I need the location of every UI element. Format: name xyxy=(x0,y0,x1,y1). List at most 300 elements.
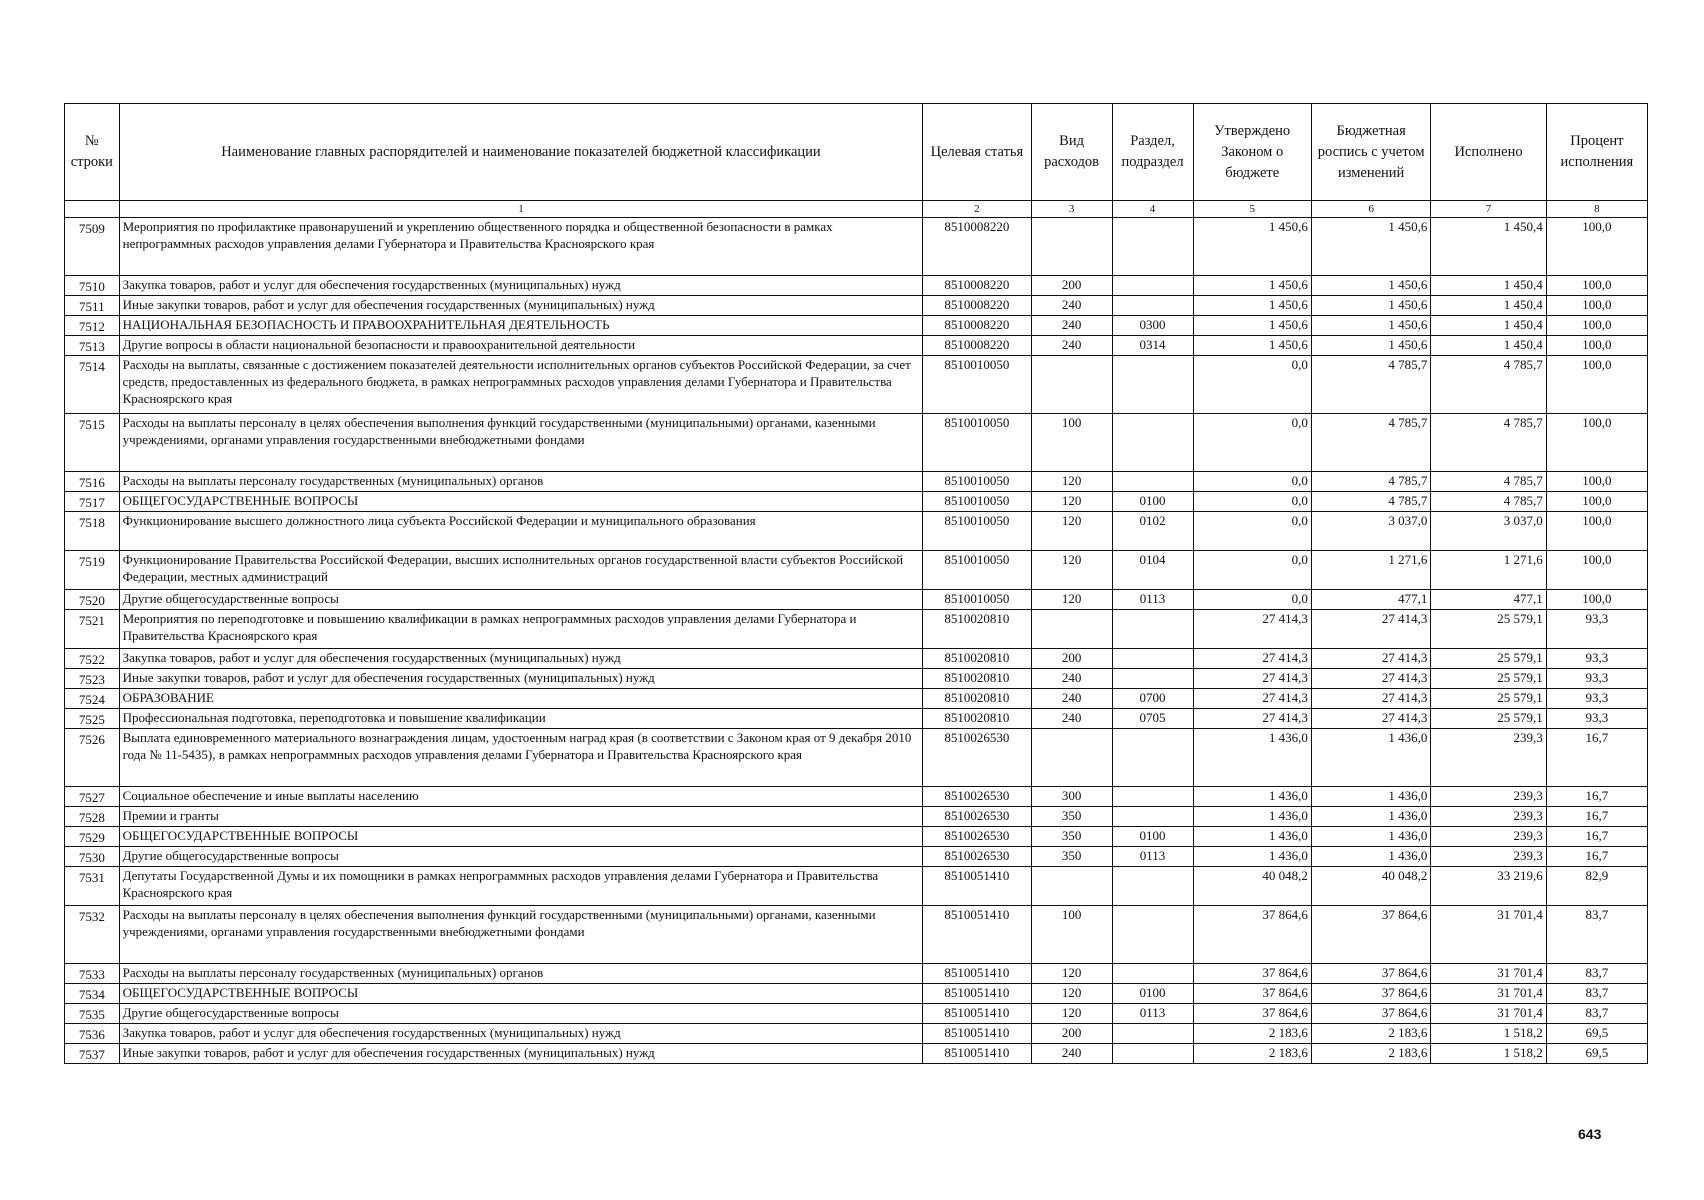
row-target-article: 8510008220 xyxy=(923,336,1031,356)
row-percent: 100,0 xyxy=(1546,512,1647,551)
row-name: ОБЩЕГОСУДАРСТВЕННЫЕ ВОПРОСЫ xyxy=(119,827,923,847)
row-approved: 1 450,6 xyxy=(1193,296,1311,316)
row-budget-schedule: 1 436,0 xyxy=(1311,729,1430,787)
row-expense-type: 120 xyxy=(1031,964,1112,984)
row-section: 0700 xyxy=(1112,689,1193,709)
row-target-article: 8510020810 xyxy=(923,709,1031,729)
row-number: 7536 xyxy=(65,1024,120,1044)
column-number-8: 8 xyxy=(1546,201,1647,218)
row-executed: 239,3 xyxy=(1431,807,1546,827)
row-number: 7510 xyxy=(65,276,120,296)
header-target-article: Целевая статья xyxy=(923,104,1031,201)
header-budget-schedule: Бюджетная роспись с учетом изменений xyxy=(1311,104,1430,201)
row-expense-type: 350 xyxy=(1031,807,1112,827)
row-target-article: 8510008220 xyxy=(923,316,1031,336)
row-section xyxy=(1112,356,1193,414)
row-executed: 31 701,4 xyxy=(1431,964,1546,984)
row-expense-type: 350 xyxy=(1031,827,1112,847)
row-expense-type: 240 xyxy=(1031,689,1112,709)
row-expense-type: 240 xyxy=(1031,669,1112,689)
row-expense-type: 100 xyxy=(1031,414,1112,472)
row-expense-type: 120 xyxy=(1031,590,1112,610)
row-executed: 25 579,1 xyxy=(1431,649,1546,669)
budget-execution-table xyxy=(64,103,1648,1064)
row-expense-type xyxy=(1031,729,1112,787)
row-approved: 0,0 xyxy=(1193,472,1311,492)
row-number: 7513 xyxy=(65,336,120,356)
row-number: 7528 xyxy=(65,807,120,827)
row-target-article: 8510051410 xyxy=(923,964,1031,984)
table-row xyxy=(65,984,1648,1004)
header-name: Наименование главных распорядителей и наименование показателей бюджетной классификации xyxy=(119,104,923,201)
row-percent: 16,7 xyxy=(1546,807,1647,827)
row-name: Расходы на выплаты, связанные с достижением показателей деятельности исполнительных органов субъектов Российской Федерации, за счет средств, предоставленных из федерального бюджета, в рамках непрограммных расходов управления делами Губернатора и Правительства Красноярского края xyxy=(119,356,923,414)
row-approved: 0,0 xyxy=(1193,492,1311,512)
row-expense-type: 120 xyxy=(1031,472,1112,492)
row-target-article: 8510010050 xyxy=(923,492,1031,512)
table-row xyxy=(65,414,1648,472)
row-budget-schedule: 37 864,6 xyxy=(1311,906,1430,964)
table-row xyxy=(65,336,1648,356)
row-section xyxy=(1112,414,1193,472)
row-percent: 93,3 xyxy=(1546,669,1647,689)
row-approved: 1 450,6 xyxy=(1193,336,1311,356)
row-target-article: 8510051410 xyxy=(923,867,1031,906)
row-target-article: 8510010050 xyxy=(923,551,1031,590)
header-executed: Исполнено xyxy=(1431,104,1546,201)
row-expense-type xyxy=(1031,867,1112,906)
table-row xyxy=(65,729,1648,787)
row-approved: 1 450,6 xyxy=(1193,276,1311,296)
row-expense-type: 200 xyxy=(1031,1024,1112,1044)
row-approved: 1 450,6 xyxy=(1193,316,1311,336)
table-row xyxy=(65,964,1648,984)
row-budget-schedule: 37 864,6 xyxy=(1311,1004,1430,1024)
row-name: Функционирование высшего должностного лица субъекта Российской Федерации и муниципального образования xyxy=(119,512,923,551)
column-number-4: 4 xyxy=(1112,201,1193,218)
row-budget-schedule: 27 414,3 xyxy=(1311,709,1430,729)
table-row xyxy=(65,492,1648,512)
row-budget-schedule: 37 864,6 xyxy=(1311,964,1430,984)
row-percent: 100,0 xyxy=(1546,551,1647,590)
table-row xyxy=(65,610,1648,649)
row-section xyxy=(1112,906,1193,964)
row-executed: 1 450,4 xyxy=(1431,296,1546,316)
row-target-article: 8510051410 xyxy=(923,1044,1031,1064)
row-target-article: 8510010050 xyxy=(923,356,1031,414)
row-executed: 33 219,6 xyxy=(1431,867,1546,906)
row-target-article: 8510051410 xyxy=(923,1004,1031,1024)
row-number: 7531 xyxy=(65,867,120,906)
header-row xyxy=(65,104,1648,201)
row-target-article: 8510020810 xyxy=(923,610,1031,649)
row-expense-type: 200 xyxy=(1031,276,1112,296)
row-name: Закупка товаров, работ и услуг для обеспечения государственных (муниципальных) нужд xyxy=(119,1024,923,1044)
row-budget-schedule: 4 785,7 xyxy=(1311,492,1430,512)
row-executed: 239,3 xyxy=(1431,729,1546,787)
row-number: 7530 xyxy=(65,847,120,867)
row-section xyxy=(1112,296,1193,316)
column-number-5: 5 xyxy=(1193,201,1311,218)
row-expense-type xyxy=(1031,218,1112,276)
row-executed: 1 518,2 xyxy=(1431,1044,1546,1064)
row-approved: 27 414,3 xyxy=(1193,669,1311,689)
row-number: 7515 xyxy=(65,414,120,472)
row-executed: 239,3 xyxy=(1431,827,1546,847)
row-approved: 0,0 xyxy=(1193,512,1311,551)
row-approved: 27 414,3 xyxy=(1193,649,1311,669)
row-name: Закупка товаров, работ и услуг для обеспечения государственных (муниципальных) нужд xyxy=(119,276,923,296)
row-budget-schedule: 2 183,6 xyxy=(1311,1044,1430,1064)
row-executed: 1 271,6 xyxy=(1431,551,1546,590)
row-budget-schedule: 27 414,3 xyxy=(1311,689,1430,709)
row-expense-type: 120 xyxy=(1031,984,1112,1004)
row-name: НАЦИОНАЛЬНАЯ БЕЗОПАСНОСТЬ И ПРАВООХРАНИТЕЛЬНАЯ ДЕЯТЕЛЬНОСТЬ xyxy=(119,316,923,336)
row-section xyxy=(1112,472,1193,492)
row-expense-type: 240 xyxy=(1031,336,1112,356)
row-budget-schedule: 1 436,0 xyxy=(1311,787,1430,807)
row-target-article: 8510026530 xyxy=(923,847,1031,867)
row-percent: 16,7 xyxy=(1546,827,1647,847)
row-name: Премии и гранты xyxy=(119,807,923,827)
header-expense-type: Вид расходов xyxy=(1031,104,1112,201)
table-row xyxy=(65,689,1648,709)
row-number: 7511 xyxy=(65,296,120,316)
row-percent: 16,7 xyxy=(1546,847,1647,867)
row-percent: 93,3 xyxy=(1546,709,1647,729)
row-percent: 100,0 xyxy=(1546,492,1647,512)
row-name: Мероприятия по профилактике правонарушений и укреплению общественного порядка и общественной безопасности в рамках непрограммных расходов управления делами Губернатора и Правительства Красноярского края xyxy=(119,218,923,276)
row-section: 0113 xyxy=(1112,1004,1193,1024)
table-row xyxy=(65,787,1648,807)
table-row xyxy=(65,1004,1648,1024)
row-approved: 1 436,0 xyxy=(1193,807,1311,827)
row-percent: 100,0 xyxy=(1546,218,1647,276)
row-target-article: 8510026530 xyxy=(923,807,1031,827)
row-name: Расходы на выплаты персоналу государственных (муниципальных) органов xyxy=(119,472,923,492)
column-number-6: 6 xyxy=(1311,201,1430,218)
row-approved: 37 864,6 xyxy=(1193,964,1311,984)
row-executed: 477,1 xyxy=(1431,590,1546,610)
row-approved: 0,0 xyxy=(1193,551,1311,590)
row-target-article: 8510008220 xyxy=(923,218,1031,276)
row-name: Мероприятия по переподготовке и повышению квалификации в рамках непрограммных расходов управления делами Губернатора и Правительства Красноярского края xyxy=(119,610,923,649)
row-section xyxy=(1112,610,1193,649)
row-section xyxy=(1112,218,1193,276)
row-name: Социальное обеспечение и иные выплаты населению xyxy=(119,787,923,807)
row-budget-schedule: 37 864,6 xyxy=(1311,984,1430,1004)
row-executed: 1 450,4 xyxy=(1431,336,1546,356)
row-number: 7527 xyxy=(65,787,120,807)
row-expense-type: 100 xyxy=(1031,906,1112,964)
row-budget-schedule: 4 785,7 xyxy=(1311,356,1430,414)
row-number: 7532 xyxy=(65,906,120,964)
row-target-article: 8510010050 xyxy=(923,472,1031,492)
row-percent: 69,5 xyxy=(1546,1044,1647,1064)
row-name: Другие вопросы в области национальной безопасности и правоохранительной деятельности xyxy=(119,336,923,356)
row-target-article: 8510008220 xyxy=(923,276,1031,296)
row-executed: 4 785,7 xyxy=(1431,356,1546,414)
row-percent: 83,7 xyxy=(1546,906,1647,964)
row-expense-type: 240 xyxy=(1031,1044,1112,1064)
table-row xyxy=(65,867,1648,906)
row-expense-type: 120 xyxy=(1031,512,1112,551)
row-target-article: 8510020810 xyxy=(923,649,1031,669)
row-section: 0113 xyxy=(1112,590,1193,610)
row-name: Профессиональная подготовка, переподготовка и повышение квалификации xyxy=(119,709,923,729)
row-approved: 0,0 xyxy=(1193,414,1311,472)
row-approved: 37 864,6 xyxy=(1193,1004,1311,1024)
row-section xyxy=(1112,867,1193,906)
table-body xyxy=(65,218,1648,1064)
header-approved: Утверждено Законом о бюджете xyxy=(1193,104,1311,201)
row-number: 7516 xyxy=(65,472,120,492)
header-percent: Процент исполнения xyxy=(1546,104,1647,201)
row-number: 7537 xyxy=(65,1044,120,1064)
row-number: 7518 xyxy=(65,512,120,551)
row-number: 7533 xyxy=(65,964,120,984)
row-name: Расходы на выплаты персоналу в целях обеспечения выполнения функций государственными (муниципальными) органами, казенными учреждениями, органами управления государственными внебюджетными фондами xyxy=(119,414,923,472)
row-expense-type: 240 xyxy=(1031,316,1112,336)
row-percent: 16,7 xyxy=(1546,729,1647,787)
row-executed: 239,3 xyxy=(1431,847,1546,867)
row-approved: 27 414,3 xyxy=(1193,689,1311,709)
row-number: 7517 xyxy=(65,492,120,512)
row-executed: 1 518,2 xyxy=(1431,1024,1546,1044)
table-row xyxy=(65,807,1648,827)
row-approved: 27 414,3 xyxy=(1193,610,1311,649)
row-section: 0102 xyxy=(1112,512,1193,551)
row-executed: 25 579,1 xyxy=(1431,709,1546,729)
table-row xyxy=(65,709,1648,729)
column-number-blank xyxy=(65,201,120,218)
header-section: Раздел, подраздел xyxy=(1112,104,1193,201)
row-number: 7535 xyxy=(65,1004,120,1024)
row-budget-schedule: 1 436,0 xyxy=(1311,827,1430,847)
row-percent: 83,7 xyxy=(1546,1004,1647,1024)
table-row xyxy=(65,649,1648,669)
row-section: 0113 xyxy=(1112,847,1193,867)
row-number: 7526 xyxy=(65,729,120,787)
table-row xyxy=(65,827,1648,847)
row-number: 7529 xyxy=(65,827,120,847)
row-name: Иные закупки товаров, работ и услуг для обеспечения государственных (муниципальных) нужд xyxy=(119,669,923,689)
row-name: Иные закупки товаров, работ и услуг для обеспечения государственных (муниципальных) нужд xyxy=(119,296,923,316)
row-name: Закупка товаров, работ и услуг для обеспечения государственных (муниципальных) нужд xyxy=(119,649,923,669)
row-percent: 100,0 xyxy=(1546,590,1647,610)
row-approved: 2 183,6 xyxy=(1193,1024,1311,1044)
row-target-article: 8510020810 xyxy=(923,689,1031,709)
row-executed: 239,3 xyxy=(1431,787,1546,807)
table-row xyxy=(65,512,1648,551)
row-executed: 4 785,7 xyxy=(1431,414,1546,472)
row-name: Другие общегосударственные вопросы xyxy=(119,590,923,610)
row-budget-schedule: 1 450,6 xyxy=(1311,336,1430,356)
row-section: 0104 xyxy=(1112,551,1193,590)
row-target-article: 8510026530 xyxy=(923,729,1031,787)
row-budget-schedule: 477,1 xyxy=(1311,590,1430,610)
table-row xyxy=(65,906,1648,964)
row-expense-type: 300 xyxy=(1031,787,1112,807)
row-name: Депутаты Государственной Думы и их помощники в рамках непрограммных расходов управления делами Губернатора и Правительства Красноярского края xyxy=(119,867,923,906)
row-name: ОБЩЕГОСУДАРСТВЕННЫЕ ВОПРОСЫ xyxy=(119,984,923,1004)
row-expense-type: 120 xyxy=(1031,1004,1112,1024)
row-percent: 93,3 xyxy=(1546,689,1647,709)
table-row xyxy=(65,296,1648,316)
row-target-article: 8510010050 xyxy=(923,590,1031,610)
row-number: 7522 xyxy=(65,649,120,669)
row-executed: 1 450,4 xyxy=(1431,218,1546,276)
row-target-article: 8510051410 xyxy=(923,1024,1031,1044)
row-section: 0300 xyxy=(1112,316,1193,336)
row-approved: 0,0 xyxy=(1193,356,1311,414)
row-name: Другие общегосударственные вопросы xyxy=(119,1004,923,1024)
row-percent: 69,5 xyxy=(1546,1024,1647,1044)
table-row xyxy=(65,1024,1648,1044)
row-target-article: 8510010050 xyxy=(923,414,1031,472)
row-name: Иные закупки товаров, работ и услуг для обеспечения государственных (муниципальных) нужд xyxy=(119,1044,923,1064)
row-target-article: 8510010050 xyxy=(923,512,1031,551)
row-budget-schedule: 1 271,6 xyxy=(1311,551,1430,590)
row-number: 7525 xyxy=(65,709,120,729)
row-approved: 37 864,6 xyxy=(1193,906,1311,964)
row-number: 7523 xyxy=(65,669,120,689)
row-section xyxy=(1112,729,1193,787)
row-section xyxy=(1112,787,1193,807)
row-approved: 1 436,0 xyxy=(1193,827,1311,847)
row-approved: 27 414,3 xyxy=(1193,709,1311,729)
row-approved: 1 436,0 xyxy=(1193,787,1311,807)
row-section xyxy=(1112,669,1193,689)
column-number-2: 2 xyxy=(923,201,1031,218)
row-expense-type: 240 xyxy=(1031,296,1112,316)
row-executed: 25 579,1 xyxy=(1431,610,1546,649)
row-executed: 4 785,7 xyxy=(1431,472,1546,492)
row-section: 0100 xyxy=(1112,827,1193,847)
row-section xyxy=(1112,807,1193,827)
row-number: 7512 xyxy=(65,316,120,336)
column-number-1: 1 xyxy=(119,201,923,218)
row-budget-schedule: 2 183,6 xyxy=(1311,1024,1430,1044)
table-row xyxy=(65,551,1648,590)
row-executed: 1 450,4 xyxy=(1431,276,1546,296)
table-row xyxy=(65,1044,1648,1064)
row-budget-schedule: 40 048,2 xyxy=(1311,867,1430,906)
row-number: 7519 xyxy=(65,551,120,590)
row-name: Функционирование Правительства Российской Федерации, высших исполнительных органов государственной власти субъектов Российской Федерации, местных администраций xyxy=(119,551,923,590)
row-percent: 83,7 xyxy=(1546,964,1647,984)
table-row xyxy=(65,847,1648,867)
row-expense-type: 240 xyxy=(1031,709,1112,729)
row-target-article: 8510026530 xyxy=(923,787,1031,807)
row-budget-schedule: 4 785,7 xyxy=(1311,414,1430,472)
row-number: 7534 xyxy=(65,984,120,1004)
row-budget-schedule: 27 414,3 xyxy=(1311,669,1430,689)
row-budget-schedule: 1 436,0 xyxy=(1311,847,1430,867)
row-percent: 100,0 xyxy=(1546,336,1647,356)
row-section xyxy=(1112,964,1193,984)
row-expense-type: 200 xyxy=(1031,649,1112,669)
row-budget-schedule: 1 450,6 xyxy=(1311,218,1430,276)
table-row xyxy=(65,356,1648,414)
row-budget-schedule: 1 450,6 xyxy=(1311,276,1430,296)
row-expense-type: 120 xyxy=(1031,492,1112,512)
table-row xyxy=(65,218,1648,276)
row-expense-type: 120 xyxy=(1031,551,1112,590)
page-number: 643 xyxy=(1578,1126,1602,1142)
row-number: 7521 xyxy=(65,610,120,649)
row-number: 7509 xyxy=(65,218,120,276)
row-percent: 100,0 xyxy=(1546,296,1647,316)
budget-report-page xyxy=(64,103,1648,1064)
row-expense-type xyxy=(1031,610,1112,649)
row-number: 7520 xyxy=(65,590,120,610)
row-section: 0314 xyxy=(1112,336,1193,356)
row-target-article: 8510026530 xyxy=(923,827,1031,847)
header-row-number: № строки xyxy=(65,104,120,201)
table-row xyxy=(65,276,1648,296)
row-executed: 4 785,7 xyxy=(1431,492,1546,512)
row-percent: 93,3 xyxy=(1546,610,1647,649)
row-executed: 1 450,4 xyxy=(1431,316,1546,336)
row-name: ОБЩЕГОСУДАРСТВЕННЫЕ ВОПРОСЫ xyxy=(119,492,923,512)
row-approved: 1 436,0 xyxy=(1193,729,1311,787)
row-name: Расходы на выплаты персоналу государственных (муниципальных) органов xyxy=(119,964,923,984)
table-row xyxy=(65,316,1648,336)
row-section xyxy=(1112,1024,1193,1044)
row-percent: 100,0 xyxy=(1546,356,1647,414)
row-percent: 100,0 xyxy=(1546,276,1647,296)
row-section: 0705 xyxy=(1112,709,1193,729)
row-number: 7514 xyxy=(65,356,120,414)
row-section: 0100 xyxy=(1112,492,1193,512)
column-number-row xyxy=(65,201,1648,218)
row-number: 7524 xyxy=(65,689,120,709)
row-budget-schedule: 1 450,6 xyxy=(1311,316,1430,336)
row-executed: 25 579,1 xyxy=(1431,669,1546,689)
row-percent: 100,0 xyxy=(1546,316,1647,336)
row-executed: 31 701,4 xyxy=(1431,984,1546,1004)
row-name: ОБРАЗОВАНИЕ xyxy=(119,689,923,709)
row-budget-schedule: 1 450,6 xyxy=(1311,296,1430,316)
row-budget-schedule: 3 037,0 xyxy=(1311,512,1430,551)
row-name: Выплата единовременного материального вознаграждения лицам, удостоенным наград края (в соответствии с Законом края от 9 декабря 2010 года № 11-5435), в рамках непрограммных расходов управления делами Губернатора и Правительства Красноярского края xyxy=(119,729,923,787)
row-name: Расходы на выплаты персоналу в целях обеспечения выполнения функций государственными (муниципальными) органами, казенными учреждениями, органами управления государственными внебюджетными фондами xyxy=(119,906,923,964)
column-number-7: 7 xyxy=(1431,201,1546,218)
row-approved: 37 864,6 xyxy=(1193,984,1311,1004)
row-approved: 1 436,0 xyxy=(1193,847,1311,867)
row-budget-schedule: 27 414,3 xyxy=(1311,649,1430,669)
row-percent: 16,7 xyxy=(1546,787,1647,807)
row-percent: 100,0 xyxy=(1546,472,1647,492)
row-name: Другие общегосударственные вопросы xyxy=(119,847,923,867)
column-number-3: 3 xyxy=(1031,201,1112,218)
row-percent: 93,3 xyxy=(1546,649,1647,669)
row-approved: 2 183,6 xyxy=(1193,1044,1311,1064)
row-target-article: 8510020810 xyxy=(923,669,1031,689)
table-row xyxy=(65,590,1648,610)
row-section xyxy=(1112,1044,1193,1064)
row-section: 0100 xyxy=(1112,984,1193,1004)
row-target-article: 8510008220 xyxy=(923,296,1031,316)
row-section xyxy=(1112,649,1193,669)
row-section xyxy=(1112,276,1193,296)
row-executed: 3 037,0 xyxy=(1431,512,1546,551)
row-approved: 0,0 xyxy=(1193,590,1311,610)
row-approved: 1 450,6 xyxy=(1193,218,1311,276)
row-budget-schedule: 27 414,3 xyxy=(1311,610,1430,649)
row-budget-schedule: 4 785,7 xyxy=(1311,472,1430,492)
